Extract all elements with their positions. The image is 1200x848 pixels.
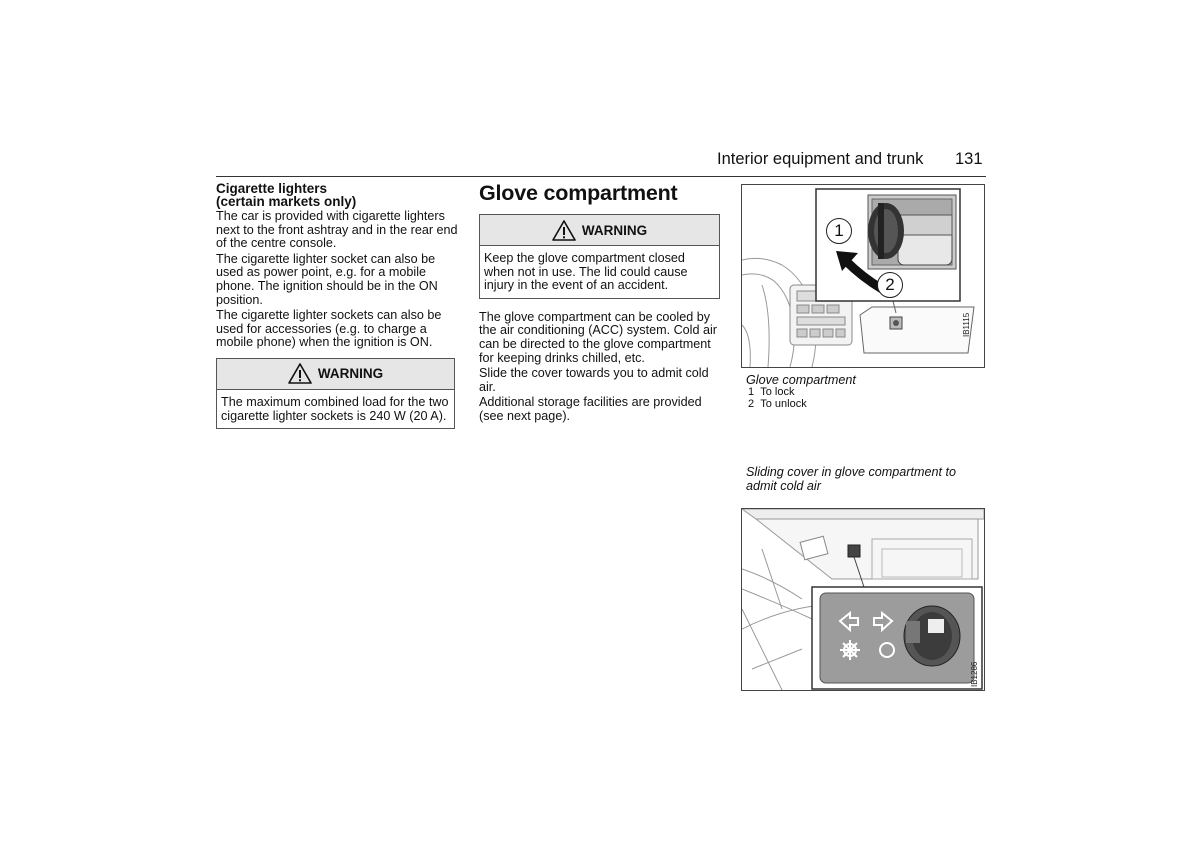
glove-paragraph-1: The glove compartment can be cooled by the air conditioning (ACC) system. Cold air can be directed to the glove compartment for keeping drinks chilled, etc. [479, 309, 717, 365]
legend-text-1: To lock [760, 386, 795, 398]
figure1-code: IB1115 [962, 312, 971, 337]
glove-paragraph-2: Slide the cover towards you to admit cold air. [479, 366, 709, 394]
glove-lock-caption-block [746, 373, 986, 410]
callout-2-badge [877, 272, 903, 298]
cigarette-paragraph-2: The cigarette lighter socket can also be used as power point, e.g. for a mobile phone. The ignition should be in the ON position. [216, 251, 438, 307]
glove-lock-illustration [742, 185, 984, 367]
legend-item-2 [748, 399, 986, 411]
cigarette-warning-text: The maximum combined load for the two cigarette lighter sockets is 240 W (20 A). [221, 394, 449, 423]
glove-compartment-title: Glove compartment [479, 181, 678, 205]
cigarette-paragraph-3: The cigarette lighter sockets can also be used for accessories (e.g. to charge a mobile phone) when the ignition is ON. [216, 308, 442, 350]
cigarette-warning-label: WARNING [317, 366, 384, 382]
cigarette-warning-box [216, 358, 455, 429]
legend-text-2: To unlock [760, 397, 807, 410]
warning-triangle-icon [552, 220, 576, 241]
sliding-cover-figure [741, 508, 985, 691]
glove-warning-box [479, 214, 720, 299]
glove-lock-figure [741, 184, 985, 368]
callout-1-badge [826, 218, 852, 244]
legend-num-2: 2 [748, 397, 755, 410]
page-number: 131 [955, 150, 983, 168]
sliding-cover-caption: Sliding cover in glove compartment to admit cold air [746, 465, 956, 493]
glove-warning-text: Keep the glove compartment closed when not in use. The lid could cause injury in the event of an accident. [484, 251, 688, 293]
glove-warning-label: WARNING [581, 222, 648, 238]
cigarette-lighters-title: Cigarette lighters [216, 181, 328, 196]
header-divider [216, 176, 986, 177]
warning-triangle-icon [288, 363, 312, 384]
glove-warning-header [480, 215, 719, 246]
page-header-title: Interior equipment and trunk [717, 150, 924, 168]
callout-2-number: 2 [885, 275, 895, 294]
cigarette-paragraph-1: The car is provided with cigarette lighters next to the front ashtray and in the rear end of the centre console. [216, 209, 458, 251]
glove-paragraph-3: Additional storage facilities are provided (see next page). [479, 395, 702, 423]
glove-lock-caption: Glove compartment [746, 373, 856, 387]
legend-num-1: 1 [748, 386, 755, 398]
cigarette-lighters-section [216, 182, 459, 429]
cigarette-lighters-subtitle: (certain markets only) [216, 194, 357, 209]
figure2-code: IB1286 [970, 661, 979, 687]
sliding-cover-illustration [742, 509, 984, 690]
cigarette-warning-header [217, 359, 454, 390]
callout-1-number: 1 [834, 221, 844, 240]
glove-compartment-section [479, 180, 721, 424]
